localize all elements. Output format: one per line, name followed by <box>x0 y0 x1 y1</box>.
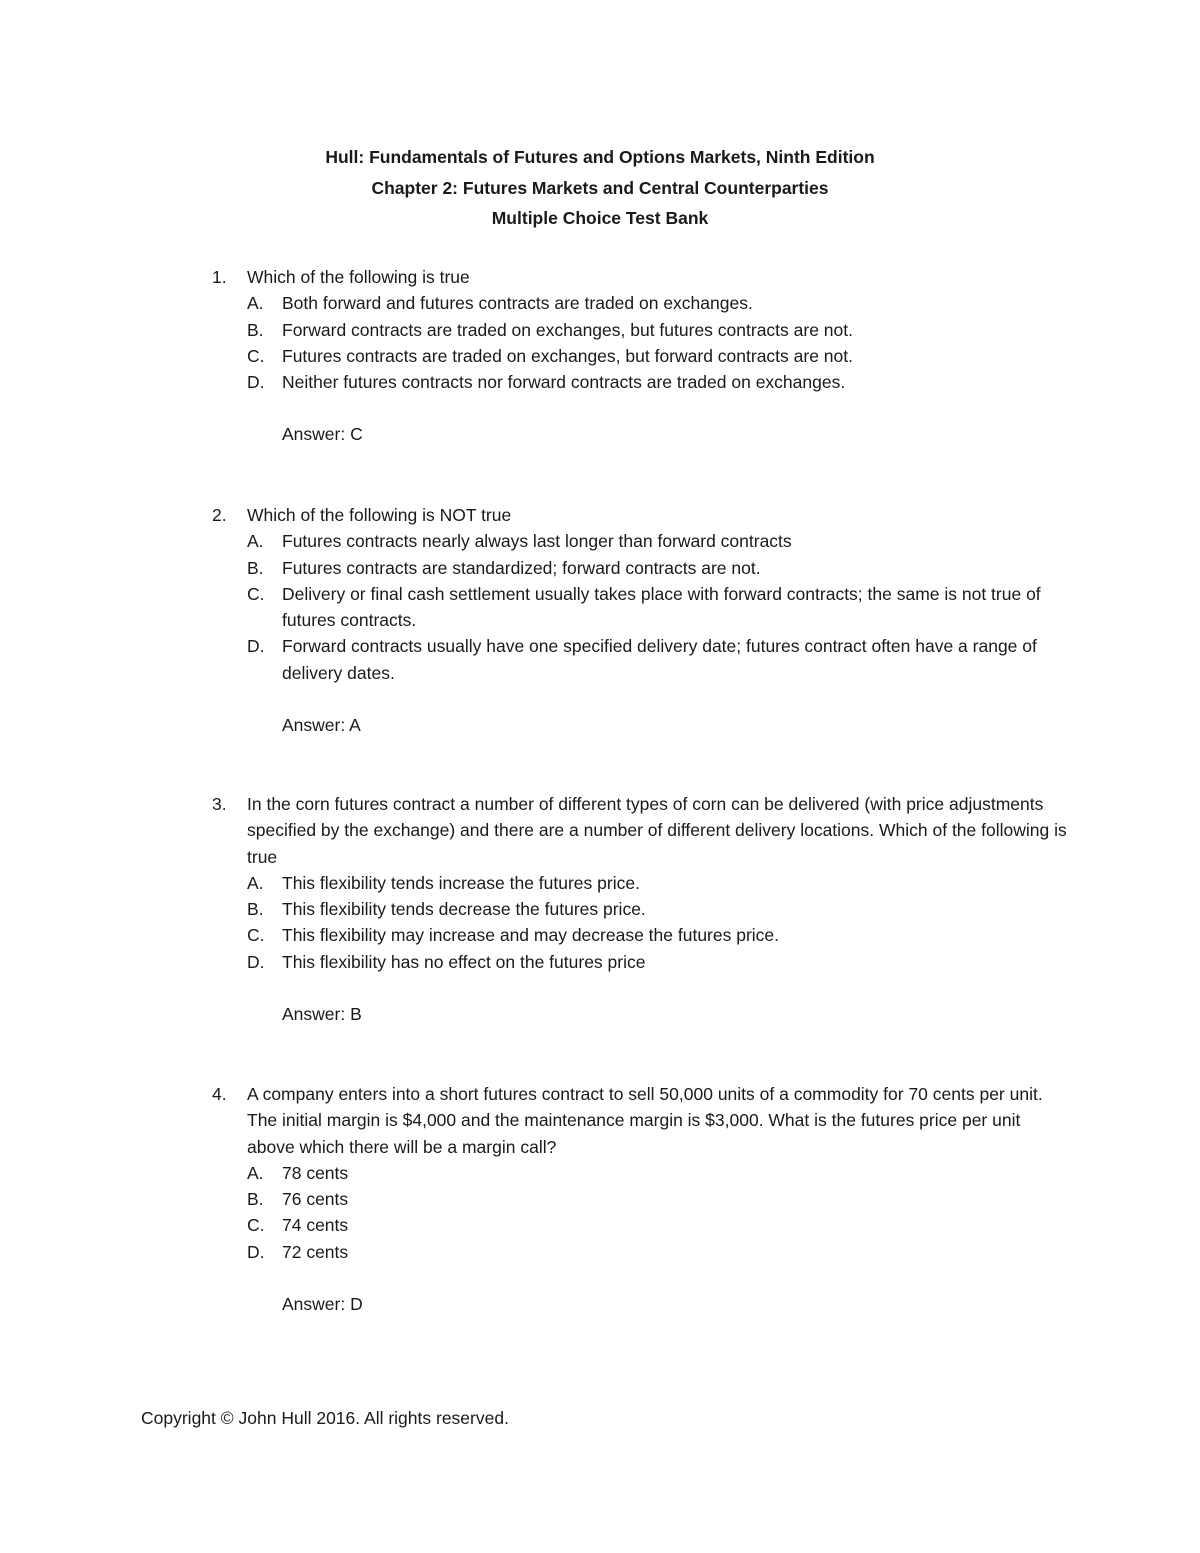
choice-text: Delivery or final cash settlement usually takes place with forward contracts; the same is not true of futures contracts. <box>282 583 1041 631</box>
choice-c <box>0 343 1067 369</box>
choice-text: 78 cents <box>282 1162 349 1183</box>
choice-c <box>0 1212 1067 1238</box>
question-stem <box>0 502 1067 528</box>
choice-letter: D. <box>247 951 265 972</box>
copyright-footer: Copyright © John Hull 2016. All rights reserved. <box>141 1408 509 1428</box>
choice-text: Forward contracts usually have one specified delivery date; futures contract often have a range of delivery dates. <box>282 636 1037 683</box>
choice-b <box>0 317 1067 343</box>
choice-letter: C. <box>247 1215 265 1236</box>
choice-a <box>0 290 1067 316</box>
choice-text: Futures contracts are traded on exchanges, but forward contracts are not. <box>282 345 853 366</box>
question-number: 2. <box>212 505 227 525</box>
choice-text: 74 cents <box>282 1215 349 1236</box>
choice-d <box>0 369 1067 395</box>
choice-c <box>0 922 1067 948</box>
choice-letter: D. <box>247 636 265 657</box>
answer-line: Answer: C <box>282 424 363 445</box>
choice-b <box>0 1186 1067 1212</box>
question-4 <box>0 1081 1200 1317</box>
choice-letter: B. <box>247 319 264 340</box>
choice-b <box>0 555 1067 581</box>
question-text: A company enters into a short futures contract to sell 50,000 units of a commodity for 70 cents per unit. The initial margin is $4,000 and the maintenance margin is $3,000. What is the futures price per unit above which there will be a margin call? <box>247 1084 1043 1157</box>
question-stem <box>0 264 1067 290</box>
choice-a <box>0 870 1067 896</box>
choice-b <box>0 896 1067 922</box>
answer-line: Answer: D <box>282 1294 363 1315</box>
choice-letter: B. <box>247 1189 264 1210</box>
choice-a <box>0 528 1067 554</box>
choice-letter: A. <box>247 531 264 552</box>
choice-text: This flexibility tends decrease the futures price. <box>282 899 646 920</box>
question-text: Which of the following is true <box>247 267 470 287</box>
question-1 <box>0 264 1200 448</box>
choice-letter: B. <box>247 557 264 578</box>
choice-letter: A. <box>247 293 264 314</box>
answer-line: Answer: B <box>282 1004 362 1025</box>
choice-letter: B. <box>247 899 264 920</box>
choice-a <box>0 1160 1067 1186</box>
question-number: 1. <box>212 267 227 287</box>
chapter-title: Chapter 2: Futures Markets and Central Counterparties <box>371 177 829 198</box>
book-title: Hull: Fundamentals of Futures and Options Markets, Ninth Edition <box>325 147 875 167</box>
choice-text: 72 cents <box>282 1241 349 1262</box>
choice-text: This flexibility has no effect on the futures price <box>282 951 646 972</box>
choice-letter: A. <box>247 872 264 893</box>
choice-letter: D. <box>247 1241 265 1262</box>
question-2 <box>0 502 1200 738</box>
question-text: Which of the following is NOT true <box>247 505 512 525</box>
choice-text: This flexibility tends increase the futures price. <box>282 872 640 893</box>
document-header <box>0 142 1200 234</box>
question-3 <box>0 791 1200 1027</box>
question-number: 3. <box>212 794 227 814</box>
choice-text: This flexibility may increase and may decrease the futures price. <box>282 925 780 946</box>
test-bank-title: Multiple Choice Test Bank <box>491 208 709 228</box>
answer-line: Answer: A <box>282 715 361 736</box>
question-text: In the corn futures contract a number of different types of corn can be delivered (with price adjustments specified by the exchange) and there are a number of different delivery locations. Which of the following is true <box>247 794 1067 867</box>
choice-c <box>0 581 1067 634</box>
choice-text: Both forward and futures contracts are traded on exchanges. <box>282 293 753 314</box>
choice-text: Futures contracts nearly always last longer than forward contracts <box>282 531 792 552</box>
choice-text: Futures contracts are standardized; forward contracts are not. <box>282 557 761 578</box>
choice-text: Neither futures contracts nor forward contracts are traded on exchanges. <box>282 372 846 393</box>
choice-text: 76 cents <box>282 1189 349 1210</box>
question-number: 4. <box>212 1084 227 1104</box>
choice-d <box>0 633 1067 686</box>
choice-letter: A. <box>247 1162 264 1183</box>
question-stem <box>0 1081 1067 1160</box>
choice-d <box>0 949 1067 975</box>
choice-letter: C. <box>247 925 265 946</box>
choice-text: Forward contracts are traded on exchanges, but futures contracts are not. <box>282 319 853 340</box>
choice-letter: C. <box>247 345 265 366</box>
choice-letter: D. <box>247 372 265 393</box>
choice-letter: C. <box>247 583 265 604</box>
question-stem <box>0 791 1067 870</box>
choice-d <box>0 1239 1067 1265</box>
